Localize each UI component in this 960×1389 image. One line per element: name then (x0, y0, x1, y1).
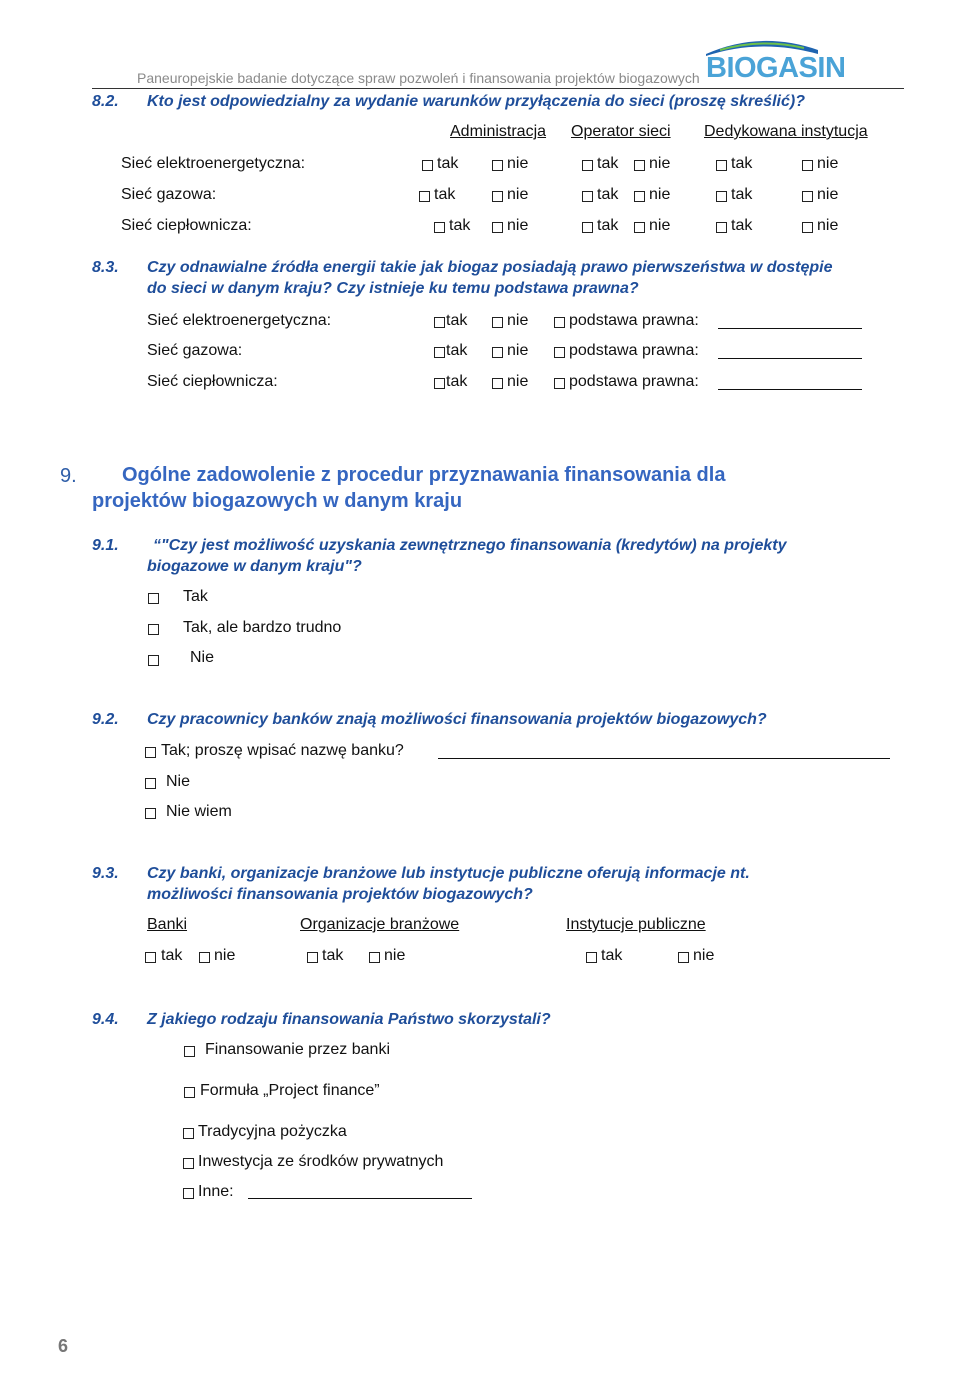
q83-row-label: Sieć ciepłownicza: (147, 373, 278, 390)
option-no: nie (384, 947, 406, 964)
checkbox[interactable] (148, 655, 159, 666)
option-yes: tak (597, 186, 619, 203)
q92-option: Nie wiem (166, 803, 232, 820)
checkbox[interactable] (434, 347, 445, 358)
option-no: nie (649, 217, 671, 234)
q82-question: Kto jest odpowiedzialny za wydanie warunków przyłączenia do sieci (proszę skreślić)? (147, 93, 805, 110)
q94-question: Z jakiego rodzaju finansowania Państwo skorzystali? (147, 1011, 551, 1028)
q94-option: Formuła „Project finance” (200, 1082, 380, 1099)
q93-col-instytucje: Instytucje publiczne (566, 916, 706, 933)
option-no: nie (693, 947, 715, 964)
q92-number: 9.2. (92, 711, 119, 728)
checkbox[interactable] (434, 317, 445, 328)
q91-option: Nie (190, 649, 215, 666)
section9-title-line1: Ogólne zadowolenie z procedur przyznawania finansowania dla (122, 464, 726, 486)
checkbox[interactable] (148, 593, 159, 604)
header-rule (92, 88, 904, 89)
checkbox[interactable] (184, 1087, 195, 1098)
option-no: nie (817, 186, 839, 203)
section9-title-line2: projektów biogazowych w danym kraju (92, 490, 463, 512)
checkbox[interactable] (199, 952, 210, 963)
option-yes: tak (446, 312, 468, 329)
option-no: nie (507, 312, 529, 329)
option-no: nie (507, 217, 529, 234)
checkbox[interactable] (634, 222, 645, 233)
checkbox[interactable] (422, 160, 433, 171)
checkbox[interactable] (586, 952, 597, 963)
checkbox[interactable] (802, 191, 813, 202)
checkbox[interactable] (419, 191, 430, 202)
checkbox[interactable] (492, 222, 503, 233)
option-no: nie (214, 947, 236, 964)
q82-col-administracja: Administracja (450, 123, 547, 140)
q83-row-label: Sieć elektroenergetyczna: (147, 312, 332, 329)
checkbox[interactable] (492, 191, 503, 202)
option-yes: tak (601, 947, 623, 964)
checkbox[interactable] (802, 222, 813, 233)
logo-text: BIOGASIN (706, 52, 846, 84)
section9-number: 9. (60, 465, 77, 487)
option-no: nie (507, 155, 529, 172)
option-yes: tak (446, 342, 468, 359)
option-no: nie (649, 186, 671, 203)
q94-option: Inwestycja ze środków prywatnych (198, 1153, 444, 1170)
q92-option: Tak; proszę wpisać nazwę banku? (161, 742, 404, 759)
checkbox[interactable] (184, 1046, 195, 1057)
q83-question-line2: do sieci w danym kraju? Czy istnieje ku temu podstawa prawna? (147, 280, 639, 297)
option-yes: tak (322, 947, 344, 964)
checkbox[interactable] (716, 160, 727, 171)
checkbox[interactable] (148, 624, 159, 635)
option-yes: tak (161, 947, 183, 964)
option-yes: tak (449, 217, 471, 234)
q93-question-line2: możliwości finansowania projektów biogazowych? (147, 886, 533, 903)
legal-basis-label: podstawa prawna: (569, 312, 699, 329)
option-yes: tak (731, 186, 753, 203)
other-input[interactable] (248, 1198, 472, 1199)
checkbox[interactable] (492, 378, 503, 389)
legal-basis-input[interactable] (718, 389, 862, 390)
option-no: nie (507, 342, 529, 359)
option-yes: tak (597, 155, 619, 172)
legal-basis-input[interactable] (718, 358, 862, 359)
checkbox[interactable] (582, 222, 593, 233)
checkbox[interactable] (802, 160, 813, 171)
option-yes: tak (731, 155, 753, 172)
q93-number: 9.3. (92, 865, 119, 882)
option-no: nie (507, 186, 529, 203)
q94-option: Tradycyjna pożyczka (198, 1123, 347, 1140)
checkbox[interactable] (554, 378, 565, 389)
q83-row-label: Sieć gazowa: (147, 342, 243, 359)
checkbox[interactable] (634, 160, 645, 171)
biogasin-logo (700, 36, 846, 84)
q83-question-line1: Czy odnawialne źródła energii takie jak biogaz posiadają prawo pierwszeństwa w dostępie (147, 259, 833, 276)
q92-question: Czy pracownicy banków znają możliwości finansowania projektów biogazowych? (147, 711, 767, 728)
checkbox[interactable] (434, 222, 445, 233)
checkbox[interactable] (145, 747, 156, 758)
checkbox[interactable] (183, 1158, 194, 1169)
legal-basis-input[interactable] (718, 328, 862, 329)
checkbox[interactable] (434, 378, 445, 389)
checkbox[interactable] (492, 347, 503, 358)
checkbox[interactable] (369, 952, 380, 963)
header-subtitle: Paneuropejskie badanie dotyczące spraw pozwoleń i finansowania projektów biogazowych (137, 70, 700, 86)
q82-row-label: Sieć gazowa: (121, 186, 217, 203)
q82-row-label: Sieć elektroenergetyczna: (121, 155, 306, 172)
checkbox[interactable] (145, 808, 156, 819)
legal-basis-label: podstawa prawna: (569, 373, 699, 390)
checkbox[interactable] (554, 317, 565, 328)
q83-number: 8.3. (92, 259, 119, 276)
option-no: nie (649, 155, 671, 172)
q94-option: Finansowanie przez banki (205, 1041, 390, 1058)
checkbox[interactable] (554, 347, 565, 358)
q82-number: 8.2. (92, 93, 119, 110)
option-yes: tak (437, 155, 459, 172)
checkbox[interactable] (183, 1128, 194, 1139)
q93-question-line1: Czy banki, organizacje branżowe lub instytucje publiczne oferują informacje nt. (147, 865, 750, 882)
checkbox[interactable] (492, 160, 503, 171)
option-yes: tak (731, 217, 753, 234)
checkbox[interactable] (145, 778, 156, 789)
q91-quote-mark: “ (153, 537, 161, 554)
option-no: nie (817, 217, 839, 234)
checkbox[interactable] (145, 952, 156, 963)
checkbox[interactable] (183, 1188, 194, 1199)
checkbox[interactable] (634, 191, 645, 202)
checkbox[interactable] (582, 160, 593, 171)
option-yes: tak (434, 186, 456, 203)
q93-col-banki: Banki (147, 916, 188, 933)
q82-col-dedykowana: Dedykowana instytucja (704, 123, 868, 140)
q91-option: Tak, ale bardzo trudno (183, 619, 342, 636)
q91-option: Tak (183, 588, 208, 605)
q94-number: 9.4. (92, 1011, 119, 1028)
q82-row-label: Sieć ciepłownicza: (121, 217, 252, 234)
q91-question-line2: biogazowe w danym kraju"? (147, 558, 362, 575)
option-yes: tak (597, 217, 619, 234)
page-number: 6 (58, 1336, 69, 1356)
q91-question-line1: "Czy jest możliwość uzyskania zewnętrznego finansowania (kredytów) na projekty (161, 537, 787, 554)
q94-option: Inne: (198, 1183, 234, 1200)
q92-option: Nie (166, 773, 191, 790)
checkbox[interactable] (716, 191, 727, 202)
q91-number: 9.1. (92, 537, 119, 554)
bank-name-input[interactable] (438, 758, 890, 759)
q82-col-operator: Operator sieci (571, 123, 671, 140)
checkbox[interactable] (492, 317, 503, 328)
option-yes: tak (446, 373, 468, 390)
q93-col-organizacje: Organizacje branżowe (300, 916, 460, 933)
checkbox[interactable] (307, 952, 318, 963)
option-no: nie (817, 155, 839, 172)
checkbox[interactable] (716, 222, 727, 233)
checkbox[interactable] (582, 191, 593, 202)
checkbox[interactable] (678, 952, 689, 963)
legal-basis-label: podstawa prawna: (569, 342, 699, 359)
option-no: nie (507, 373, 529, 390)
